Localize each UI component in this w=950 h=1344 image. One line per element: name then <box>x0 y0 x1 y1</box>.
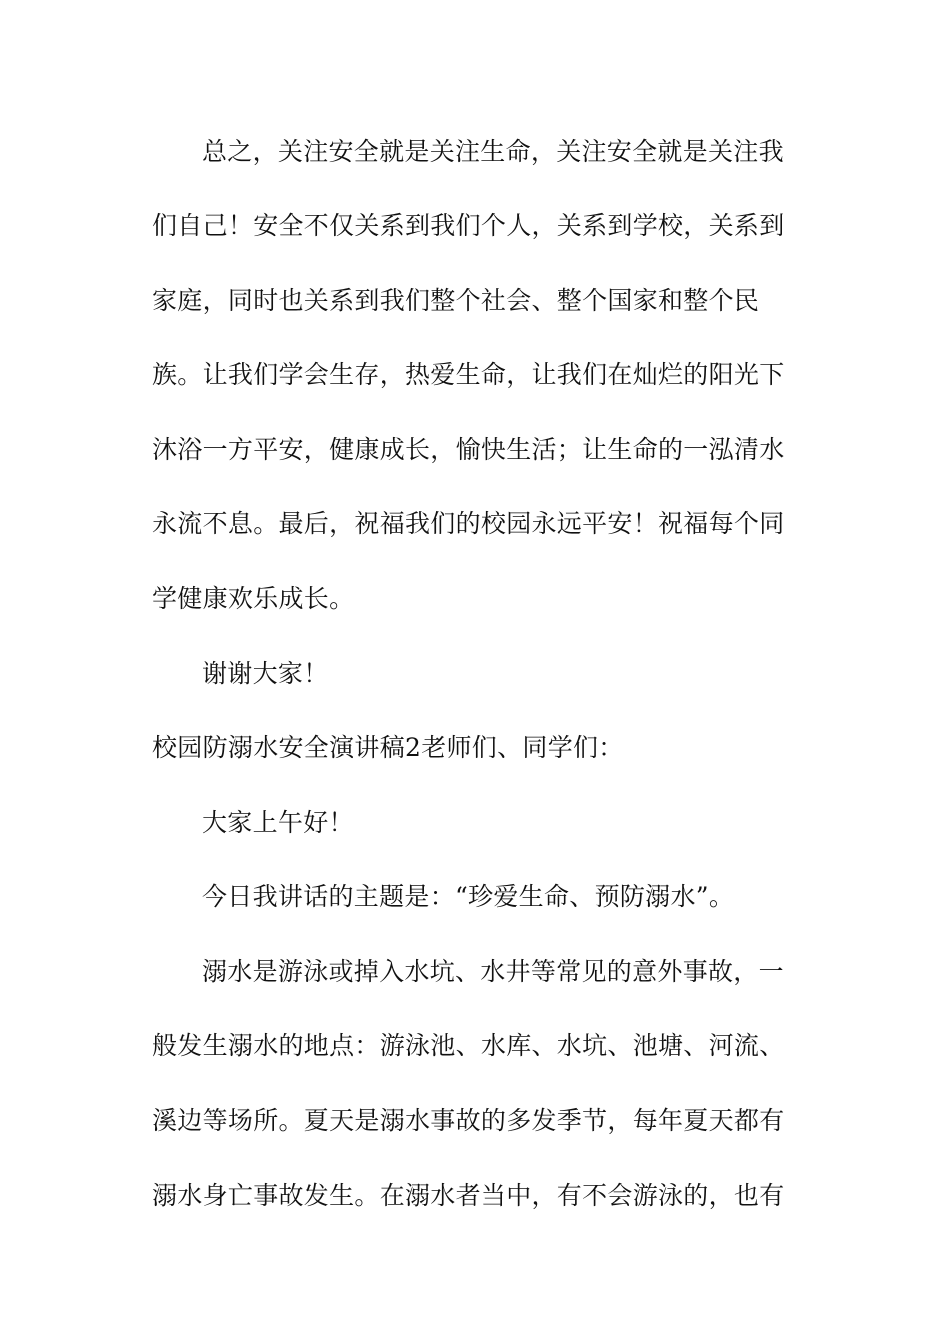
section-heading: 校园防溺水安全演讲稿2老师们、同学们： <box>152 733 624 762</box>
paragraph-line: 溺水身亡事故发生。在溺水者当中，有不会游泳的，也有 <box>152 1181 785 1210</box>
paragraph-line: 今日我讲话的主题是：“珍爱生命、预防溺水”。 <box>202 882 735 911</box>
paragraph-line: 族。让我们学会生存，热爱生命，让我们在灿烂的阳光下 <box>152 360 785 389</box>
paragraph-line: 永流不息。最后，祝福我们的校园永远平安！祝福每个同 <box>152 509 785 538</box>
greeting-line: 大家上午好！ <box>202 808 354 837</box>
paragraph-line: 们自己！安全不仅关系到我们个人，关系到学校，关系到 <box>152 211 785 240</box>
paragraph-line: 家庭，同时也关系到我们整个社会、整个国家和整个民 <box>152 286 760 315</box>
paragraph-line: 总之，关注安全就是关注生命，关注安全就是关注我 <box>202 137 784 166</box>
paragraph-line: 学健康欢乐成长。 <box>152 584 355 613</box>
paragraph-line: 溺水是游泳或掉入水坑、水井等常见的意外事故，一 <box>202 957 784 986</box>
paragraph-line: 沐浴一方平安，健康成长，愉快生活；让生命的一泓清水 <box>152 435 785 464</box>
paragraph-line: 溪边等场所。夏天是溺水事故的多发季节，每年夏天都有 <box>152 1106 785 1135</box>
paragraph-line: 般发生溺水的地点：游泳池、水库、水坑、池塘、河流、 <box>152 1031 785 1060</box>
closing-line: 谢谢大家！ <box>202 659 329 688</box>
